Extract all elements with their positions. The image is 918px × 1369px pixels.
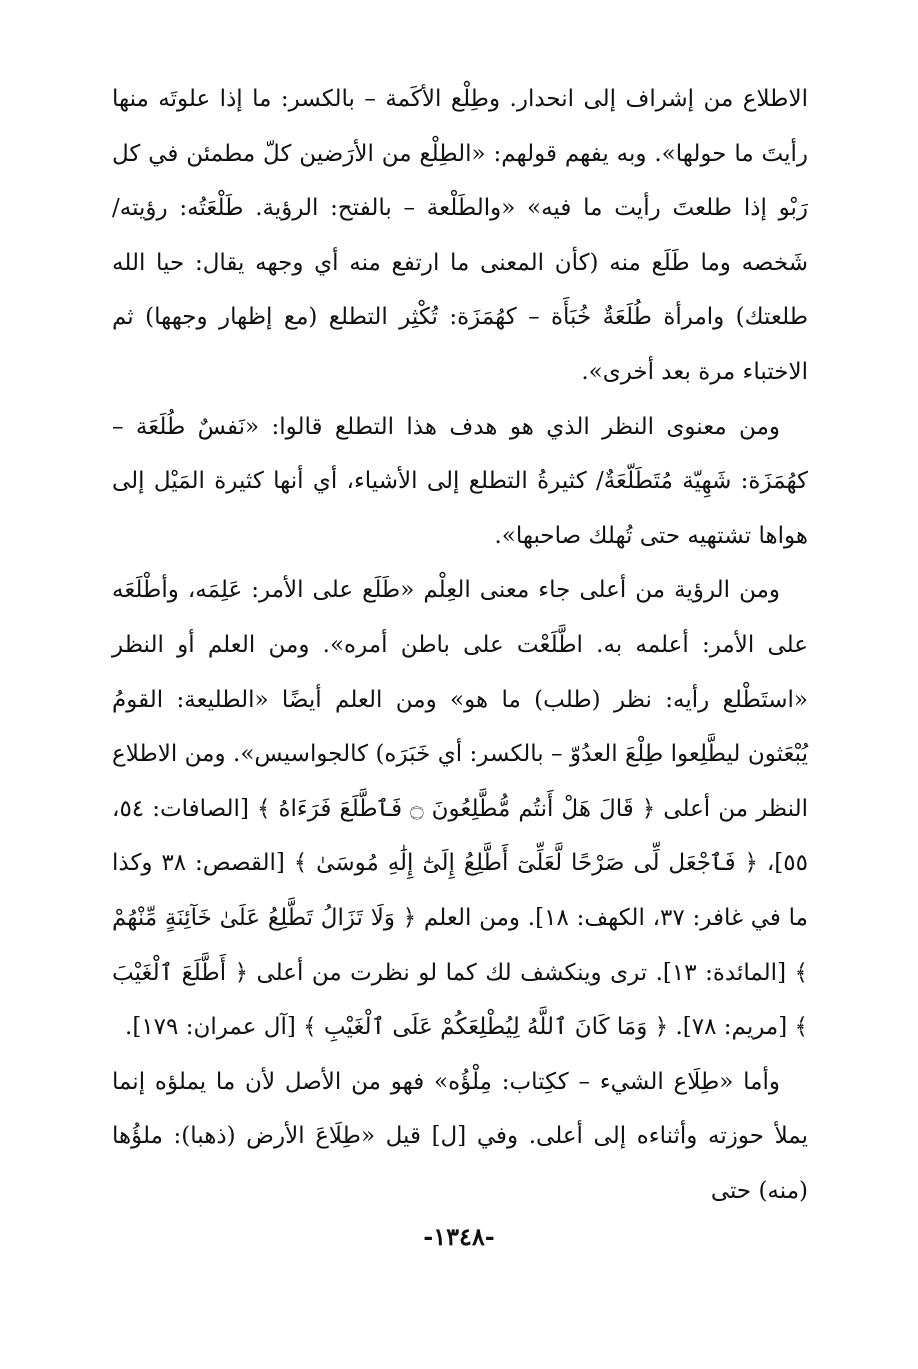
body-text — [112, 72, 808, 1218]
page-number: -١٣٤٨- — [423, 1222, 495, 1251]
paragraph-4: وأما «طِلَاع الشيء – ككِتاب: مِلْؤُه» فهو من الأصل لأن ما يملؤه إنما يملأ حوزته وأثناءه إلى أعلى. وفي [ل] قيل «طِلَاعَ الأرض (ذهبا): ملؤُها (منه) حتى — [112, 1068, 808, 1204]
paragraph-1: الاطلاع من إشراف إلى انحدار. وطِلْع الأكَمة – بالكسر: ما إذا علوتَه منها رأيتَ ما حولها». وبه يفهم قولهم: «الطِلْع من الأرَضين كلّ مطمئن في كل رَبْو إذا طلعتَ رأيت ما فيه» «والطَلْعة – بالفتح: الرؤية. طَلْعَتُه: رؤيته/ شَخصه وما طَلَع منه (كأن المعنى ما ارتفع منه أي وجهه يقال: حيا الله طلعتك) وامرأة طُلَعَةٌ خُبَأَة – كهُمَزَة: تُكْثِر التطلع (مع إظهار وجهها) ثم الاختباء مرة بعد أخرى». — [112, 86, 808, 385]
paragraph-3: ومن الرؤية من أعلى جاء معنى العِلْم «طَلَع على الأمر: عَلِمَه، وأطْلَعَه على الأمر: أعلمه به. اطَّلَعْت على باطن أمره». ومن العلم أو النظر «استَطْلع رأيه: نظر (طلب) ما هو» ومن العلم أيضًا «الطليعة: القومُ يُبْعَثون ليطَّلِعوا طِلْعَ العدُوّ – بالكسر: أي خَبَرَه) كالجواسيس». ومن الاطلاع النظر من أعلى ﴿ قَالَ هَلْ أَنتُم مُّطَّلِعُونَ ۝ فَٱطَّلَعَ فَرَءَاهُ ﴾ [الصافات: ٥٤، ٥٥]، ﴿ فَٱجْعَل لِّى صَرْحًا لَّعَلِّىٓ أَطَّلِعُ إِلَىٰٓ إِلَٰهِ مُوسَىٰ ﴾ [القصص: ٣٨ وكذا ما في غافر: ٣٧، الكهف: ١٨]. ومن العلم ﴿ وَلَا تَزَالُ تَطَّلِعُ عَلَىٰ خَآئِنَةٍ مِّنْهُمْ ﴾ [المائدة: ١٣]. ترى وينكشف لك كما لو نظرت من أعلى ﴿ أَطَّلَعَ ٱلْغَيْبَ ﴾ [مريم: ٧٨]. ﴿ وَمَا كَانَ ٱللَّهُ لِيُطْلِعَكُمْ عَلَى ٱلْغَيْبِ ﴾ [آل عمران: ١٧٩]. — [112, 577, 808, 1041]
paragraph-2: ومن معنوى النظر الذي هو هدف هذا التطلع قالوا: «نَفسٌ طُلَعَة – كهُمَزَة: شَهِيّة مُتَطَلّعَةٌ/ كثيرةُ التطلع إلى الأشياء، أي أنها كثيرة المَيْل إلى هواها تشتهيه حتى تُهلك صاحبها». — [112, 413, 808, 549]
